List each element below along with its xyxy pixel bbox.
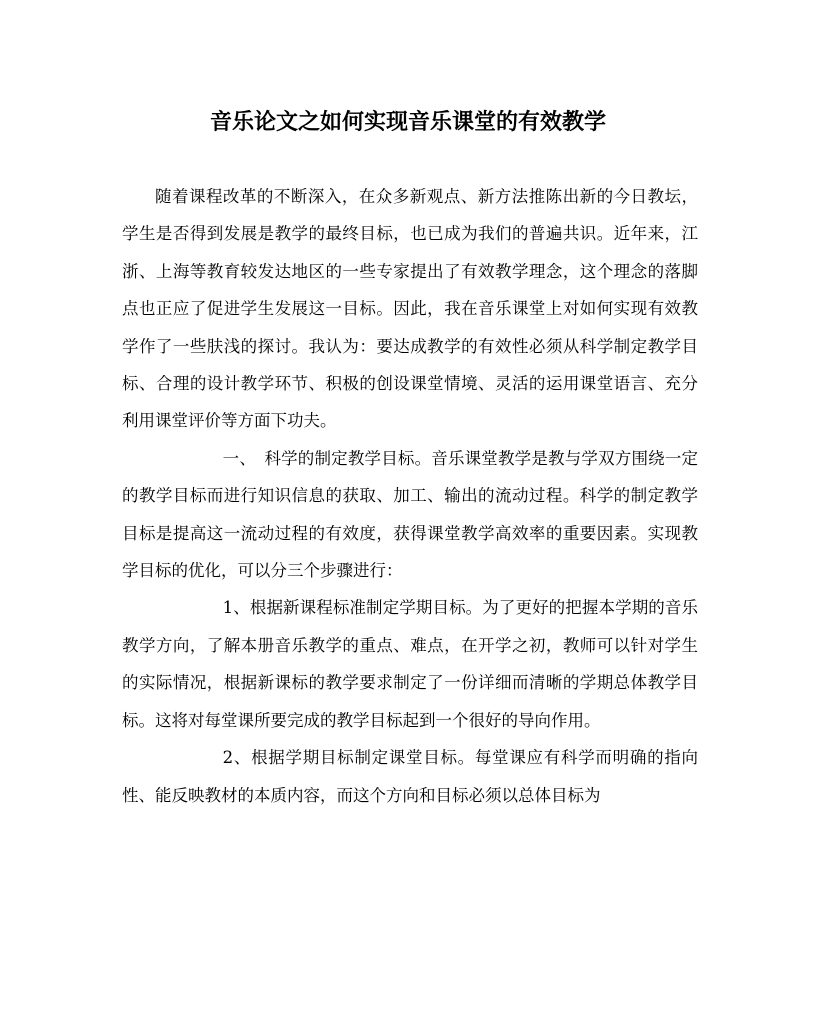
document-title: 音乐论文之如何实现音乐课堂的有效教学 <box>209 109 606 135</box>
paragraph-step-two: 2、根据学期目标制定课堂目标。每堂课应有科学而明确的指向性、能反映教材的本质内容，而这个方向和目标必须以总体目标为 <box>122 748 698 805</box>
document-body <box>122 178 698 814</box>
paragraph-section-one: 一、 科学的制定教学目标。音乐课堂教学是教与学双方围绕一定的教学目标而进行知识信息的获取、加工、输出的流动过程。科学的制定教学目标是提高这一流动过程的有效度，获得课堂教学高效率的重要因素。实现教学目标的优化，可以分三个步骤进行： <box>122 448 698 581</box>
paragraph-step-one: 1、根据新课程标准制定学期目标。为了更好的把握本学期的音乐教学方向，了解本册音乐教学的重点、难点，在开学之初，教师可以针对学生的实际情况，根据新课标的教学要求制定了一份详细而清晰的学期总体教学目标。这将对每堂课所要完成的教学目标起到一个很好的导向作用。 <box>122 598 698 730</box>
paragraph-intro: 随着课程改革的不断深入，在众多新观点、新方法推陈出新的今日教坛，学生是否得到发展是教学的最终目标，也已成为我们的普遍共识。近年来，江浙、上海等教育较发达地区的一些专家提出了有效教学理念，这个理念的落脚点也正应了促进学生发展这一目标。因此，我在音乐课堂上对如何实现有效教学作了一些肤浅的探讨。我认为：要达成教学的有效性必须从科学制定教学目标、合理的设计教学环节、积极的创设课堂情境、灵活的运用课堂语言、充分利用课堂评价等方面下功夫。 <box>122 187 698 431</box>
